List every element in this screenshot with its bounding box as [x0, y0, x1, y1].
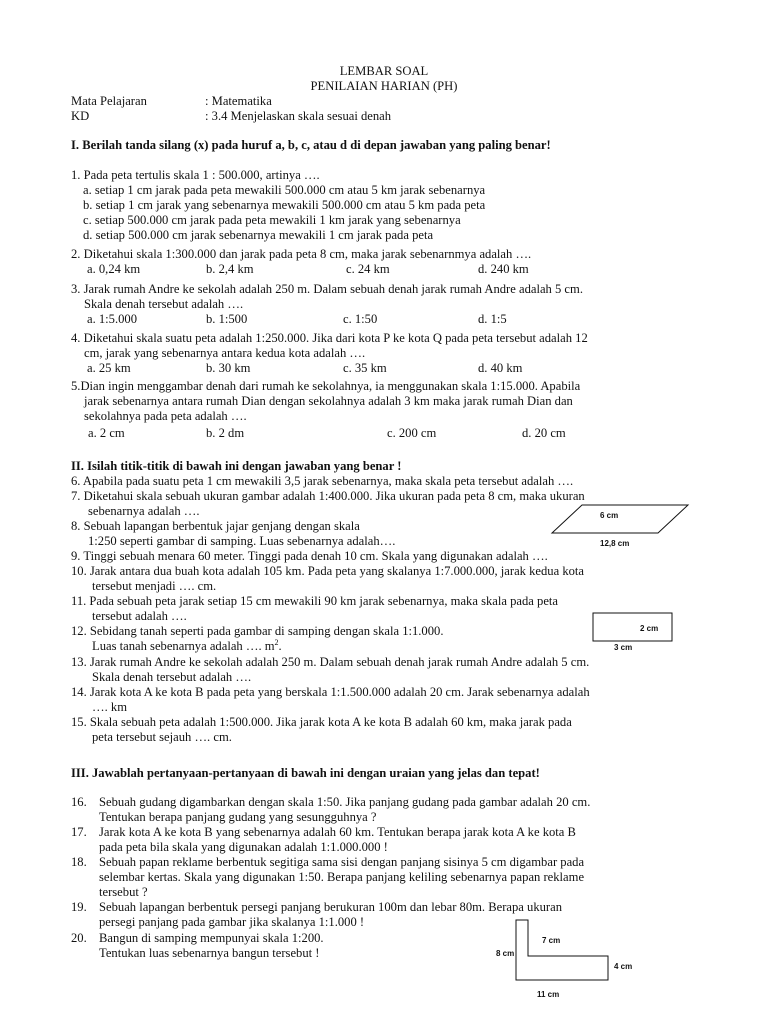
parallelogram-figure: [545, 500, 695, 550]
q15-text-2: peta tersebut sejauh …. cm.: [92, 730, 232, 744]
q19-text-2: persegi panjang pada gambar jika skalanya 1:1.000 !: [99, 915, 365, 929]
rectangle-bottom-label: 3 cm: [614, 643, 633, 652]
q1-text: 1. Pada peta tertulis skala 1 : 500.000, artinya ….: [71, 168, 320, 182]
q12-end-period: .: [278, 639, 282, 653]
parallelogram-bottom-label: 12,8 cm: [600, 539, 630, 548]
q5-option-c: c. 200 cm: [387, 426, 437, 440]
q8-text-1: 8. Sebuah lapangan berbentuk jajar genjang dengan skala: [71, 519, 360, 533]
q1-option-b: b. setiap 1 cm jarak yang sebenarnya mewakili 500.000 cm atau 5 km pada peta: [83, 198, 486, 212]
q5-text-2: jarak sebenarnya antara rumah Dian dengan sekolahnya adalah 3 km maka jarak rumah Dian dan: [84, 394, 573, 408]
q20-text-2: Tentukan luas sebenarnya bangun tersebut !: [99, 946, 320, 960]
l-shape-outline: [516, 920, 608, 980]
section-1-heading: I. Berilah tanda silang (x) pada huruf a, b, c, atau d di depan jawaban yang paling benar!: [71, 138, 551, 152]
q13-text-1: 13. Jarak rumah Andre ke sekolah adalah 250 m. Dalam sebuah denah jarak rumah Andre adalah 5 cm.: [71, 655, 590, 669]
title-line-2: PENILAIAN HARIAN (PH): [310, 79, 458, 93]
section-2-heading: II. Isilah titik-titik di bawah ini dengan jawaban yang benar !: [71, 459, 402, 473]
q5-text-1: 5.Dian ingin menggambar denah dari rumah ke sekolahnya, ia menggunakan skala 1:15.000. Apabila: [71, 379, 581, 393]
q1-option-d: d. setiap 500.000 cm jarak sebenarnya mewakili 1 cm jarak pada peta: [83, 228, 434, 242]
q13-text-2: Skala denah tersebut adalah ….: [92, 670, 252, 684]
subject-label: Mata Pelajaran: [71, 94, 147, 108]
q20-text-1: Bangun di samping mempunyai skala 1:200.: [99, 931, 324, 945]
q3-text-1: 3. Jarak rumah Andre ke sekolah adalah 250 m. Dalam sebuah denah jarak rumah Andre adalah 5 cm.: [71, 282, 583, 296]
q17-number: 17.: [71, 825, 87, 839]
q1-option-c: c. setiap 500.000 cm jarak pada peta mewakili 1 km jarak yang sebenarnya: [83, 213, 461, 227]
q3-text-2: Skala denah tersebut adalah ….: [84, 297, 244, 311]
q12-text-2: [92, 639, 282, 654]
q9-text: 9. Tinggi sebuah menara 60 meter. Tinggi pada denah 10 cm. Skala yang digunakan adalah ….: [71, 549, 548, 563]
q18-text-1: Sebuah papan reklame berbentuk segitiga sama sisi dengan panjang sisinya 5 cm digambar pada: [99, 855, 585, 869]
q12-area-text: Luas tanah sebenarnya adalah …. m: [92, 639, 275, 653]
q4-option-d: d. 40 km: [478, 361, 523, 375]
title-line-1: LEMBAR SOAL: [339, 64, 429, 78]
q4-option-c: c. 35 km: [343, 361, 387, 375]
q5-text-3: sekolahnya pada peta adalah ….: [84, 409, 247, 423]
q4-text-1: 4. Diketahui skala suatu peta adalah 1:250.000. Jika dari kota P ke kota Q pada peta tersebut adalah 12: [71, 331, 588, 345]
q3-option-b: b. 1:500: [206, 312, 248, 326]
q2-text: 2. Diketahui skala 1:300.000 dan jarak pada peta 8 cm, maka jarak sebenarnmya adalah ….: [71, 247, 532, 261]
q10-text-2: tersebut menjadi …. cm.: [92, 579, 217, 593]
q5-option-d: d. 20 cm: [522, 426, 566, 440]
q17-text-2: pada peta bila skala yang digunakan adalah 1:1.000.000 !: [99, 840, 388, 854]
subject-value: : Matematika: [205, 94, 272, 108]
q8-text-2: 1:250 seperti gambar di samping. Luas sebenarnya adalah….: [88, 534, 396, 548]
q15-text-1: 15. Skala sebuah peta adalah 1:500.000. Jika jarak kota A ke kota B adalah 60 km, maka jarak pada: [71, 715, 572, 729]
q12-superscript: 2: [274, 637, 279, 647]
q12-text-1: 12. Sebidang tanah seperti pada gambar di samping dengan skala 1:1.000.: [71, 624, 444, 638]
q2-option-b: b. 2,4 km: [206, 262, 254, 276]
q19-number: 19.: [71, 900, 87, 914]
q1-option-a: a. setiap 1 cm jarak pada peta mewakili 500.000 cm atau 5 km jarak sebenarnya: [83, 183, 486, 197]
q18-number: 18.: [71, 855, 87, 869]
q10-text-1: 10. Jarak antara dua buah kota adalah 105 km. Pada peta yang skalanya 1:7.000.000, jarak kedua kota: [71, 564, 585, 578]
q4-option-a: a. 25 km: [87, 361, 131, 375]
q5-option-b: b. 2 dm: [206, 426, 245, 440]
q2-option-d: d. 240 km: [478, 262, 529, 276]
q4-option-b: b. 30 km: [206, 361, 251, 375]
section-3-heading: III. Jawablah pertanyaan-pertanyaan di bawah ini dengan uraian yang jelas dan tepat!: [71, 766, 540, 780]
q16-text-2: Tentukan berapa panjang gudang yang sesungguhnya ?: [99, 810, 377, 824]
l-shape-figure: [488, 916, 648, 1006]
q19-text-1: Sebuah lapangan berbentuk persegi panjang berukuran 100m dan lebar 80m. Berapa ukuran: [99, 900, 563, 914]
q2-option-c: c. 24 km: [346, 262, 390, 276]
q7-text-2: sebenarnya adalah ….: [88, 504, 200, 518]
q6-text: 6. Apabila pada suatu peta 1 cm mewakili 3,5 jarak sebenarnya, maka skala peta tersebut adalah ….: [71, 474, 574, 488]
l-shape-bottom-label: 11 cm: [537, 990, 560, 999]
l-shape-left-label: 8 cm: [496, 949, 515, 958]
l-shape-top-label: 7 cm: [542, 936, 561, 945]
q2-option-a: a. 0,24 km: [87, 262, 141, 276]
parallelogram-top-label: 6 cm: [600, 511, 619, 520]
parallelogram-shape: [552, 505, 688, 533]
rectangle-figure: [588, 610, 678, 654]
q3-option-a: a. 1:5.000: [87, 312, 138, 326]
q5-option-a: a. 2 cm: [88, 426, 125, 440]
q14-text-1: 14. Jarak kota A ke kota B pada peta yang berskala 1:1.500.000 adalah 20 cm. Jarak sebenarnya adalah: [71, 685, 590, 699]
q7-text-1: 7. Diketahui skala sebuah ukuran gambar adalah 1:400.000. Jika ukuran pada peta 8 cm, maka ukuran: [71, 489, 585, 503]
q14-text-2: …. km: [92, 700, 127, 714]
q4-text-2: cm, jarak yang sebenarnya antara kedua kota adalah ….: [84, 346, 366, 360]
kd-label: KD: [71, 109, 90, 123]
q17-text-1: Jarak kota A ke kota B yang sebenarnya adalah 60 km. Tentukan berapa jarak kota A ke kota B: [99, 825, 576, 839]
q11-text-2: tersebut adalah ….: [92, 609, 187, 623]
q18-text-3: tersebut ?: [99, 885, 148, 899]
q18-text-2: selembar kertas. Skala yang digunakan 1:50. Berapa panjang keliling sebenarnya papan reklame: [99, 870, 585, 884]
l-shape-right-label: 4 cm: [614, 962, 633, 971]
q16-text-1: Sebuah gudang digambarkan dengan skala 1:50. Jika panjang gudang pada gambar adalah 20 cm.: [99, 795, 591, 809]
q3-option-d: d. 1:5: [478, 312, 507, 326]
q11-text-1: 11. Pada sebuah peta jarak setiap 15 cm mewakili 90 km jarak sebenarnya, maka skala pada peta: [71, 594, 559, 608]
rectangle-shape: [593, 613, 672, 641]
q3-option-c: c. 1:50: [343, 312, 378, 326]
q20-number: 20.: [71, 931, 87, 945]
rectangle-side-label: 2 cm: [640, 624, 659, 633]
kd-value: : 3.4 Menjelaskan skala sesuai denah: [205, 109, 392, 123]
q16-number: 16.: [71, 795, 87, 809]
